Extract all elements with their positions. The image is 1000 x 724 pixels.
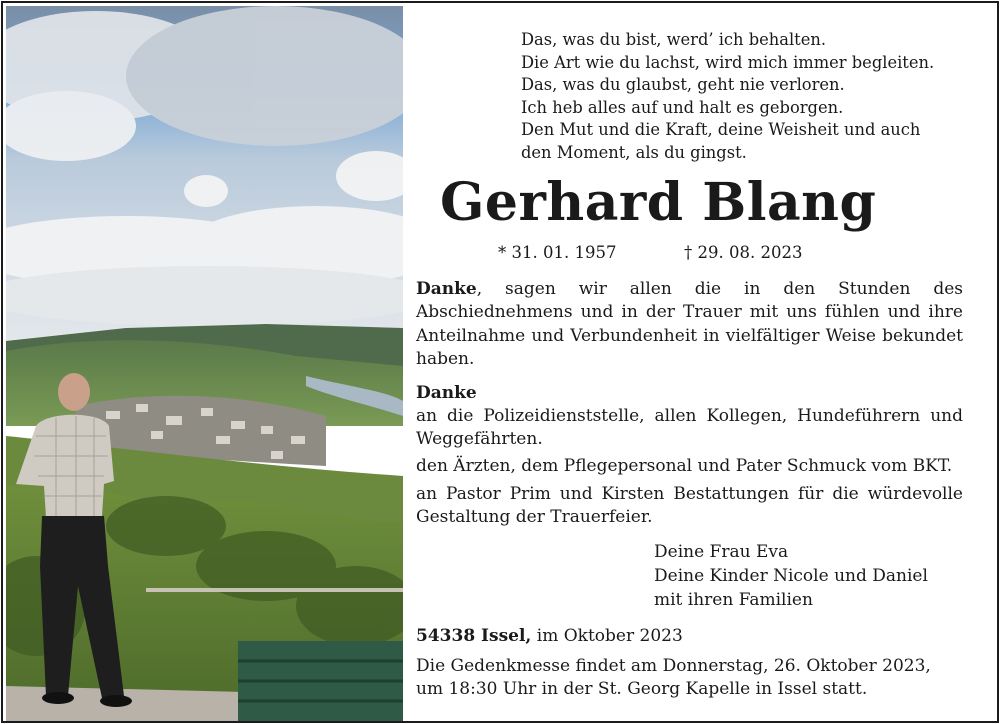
signature-line: mit ihren Familien [654,590,813,610]
poem-line: Den Mut und die Kraft, deine Weisheit und auch [521,120,921,140]
thanks-line: an Pastor Prim und Kirsten Bestattungen für die würdevolle Gestaltung der Trauerfeier. [416,484,963,528]
birth-date: * 31. 01. 1957 [498,243,617,262]
poem-line: den Moment, als du gingst. [521,142,747,162]
place-name: 54338 Issel, [416,626,532,646]
bench-illustration [238,641,403,721]
thanks-heading-text: Danke [416,383,477,403]
poem-line: Ich heb alles auf und halt es geborgen. [521,97,844,117]
thanks-word: Danke [416,279,477,299]
poem-line: Die Art wie du lachst, wird mich immer begleiten. [521,52,935,72]
signature-line: Deine Kinder Nicole und Daniel [654,566,928,586]
signature-line: Deine Frau Eva [654,542,789,562]
signatures [654,540,928,612]
poem-line: Das, was du bist, werd’ ich behalten. [521,30,827,49]
memorial-photo [6,6,403,721]
thanks-heading [416,382,963,405]
poem-line: Das, was du glaubst, geht nie verloren. [521,75,845,95]
deceased-name: Gerhard Blang [440,172,877,233]
memorial-poem [521,29,934,165]
landscape-photo-illustration [6,6,403,721]
memorial-mass-notice: Die Gedenkmesse findet am Donnerstag, 26. Oktober 2023, um 18:30 Uhr in der St. Georg Kapelle in Issel statt. [416,656,931,700]
death-date: † 29. 08. 2023 [684,243,803,262]
place-text: im Oktober 2023 [531,626,683,646]
obituary-card [1,1,999,723]
thanks-text: , sagen wir allen die in den Stunden des Abschiednehmens und in der Trauer mit uns fühlen und ihre Anteilnahme und Verbundenheit in vielfältiger Weise bekundet haben. [416,279,963,369]
thanks-line: den Ärzten, dem Pflegepersonal und Pater Schmuck vom BKT. [416,456,953,476]
thanks-line: an die Polizeidienststelle, allen Kollegen, Hundeführern und Weggefährten. [416,406,963,450]
place-date [416,625,963,648]
text-column [416,3,966,719]
thanks-paragraph [416,278,963,371]
